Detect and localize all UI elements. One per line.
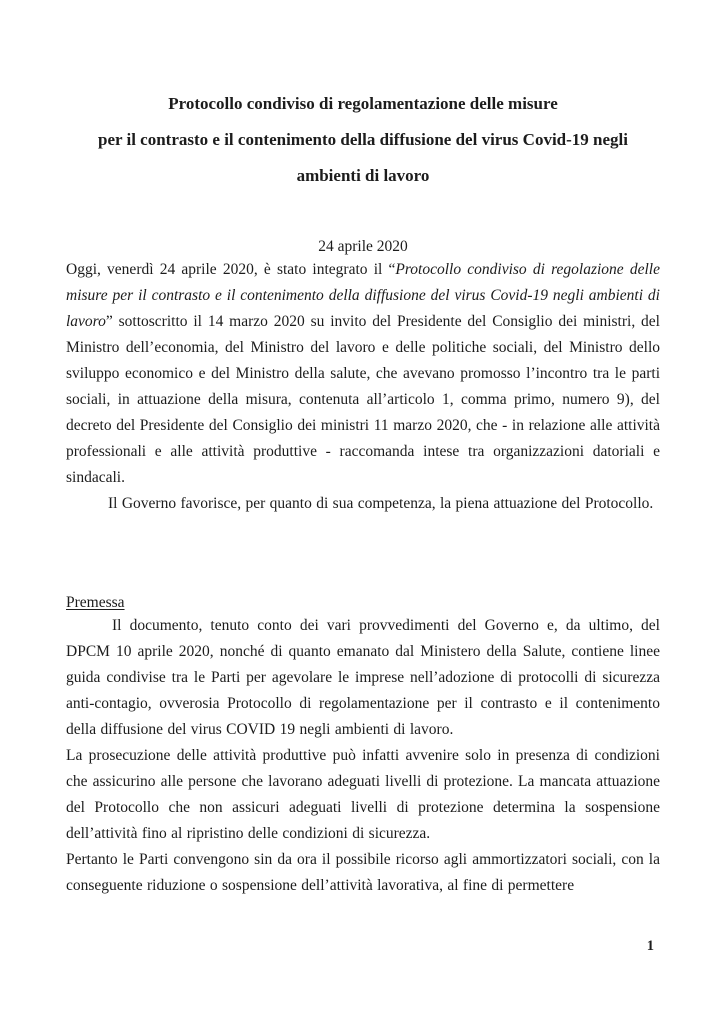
document-overview-paragraph: Il documento, tenuto conto dei vari provvedimenti del Governo e, da ultimo, del DPCM 10 aprile 2020, nonché di quanto emanato dal Ministero della Salute, contiene linee guida condivise tra le Parti per agevolare le imprese nell’adozione di protocolli di sicurezza anti-contagio, ovverosia Protocollo di regolamentazione per il contrasto e il contenimento della diffusione del virus COVID 19 negli ambienti di lavoro. <box>66 617 660 738</box>
document-title-line-2: per il contrasto e il contenimento della diffusione del virus Covid-19 negli <box>98 130 628 149</box>
social-safety-nets-paragraph: Pertanto le Parti convengono sin da ora il possibile ricorso agli ammortizzatori sociali, con la conseguente riduzione o sospensione dell’attività lavorativa, al fine di permettere <box>66 851 660 894</box>
government-paragraph: Il Governo favorisce, per quanto di sua competenza, la piena attuazione del Protocollo. <box>108 495 654 512</box>
intro-paragraph <box>66 257 660 491</box>
document-title-line-3: ambienti di lavoro <box>296 166 430 185</box>
quoted-protocol-title: Protocollo condiviso di regolazione delle misure per il contrasto e il contenimento della diffusione del virus Covid-19 negli ambienti di lavoro <box>66 261 660 330</box>
date-line: 24 aprile 2020 <box>318 238 408 255</box>
document-title <box>66 86 660 194</box>
document-title-line-1: Protocollo condiviso di regolamentazione delle misure <box>168 94 558 113</box>
page-number: 1 <box>646 938 654 954</box>
intro-paragraph-lead: Oggi, venerdì 24 aprile 2020, è stato integrato il “ <box>66 261 396 278</box>
activity-continuation-paragraph: La prosecuzione delle attività produttive può infatti avvenire solo in presenza di condizioni che assicurino alle persone che lavorano adeguati livelli di protezione. La mancata attuazione del Protocollo che non assicuri adeguati livelli di protezione determina la sospensione dell’attività fino al ripristino delle condizioni di sicurezza. <box>66 747 660 842</box>
intro-paragraph-rest: ” sottoscritto il 14 marzo 2020 su invito del Presidente del Consiglio dei ministri, del Ministro dell’economia, del Ministro del lavoro e delle politiche sociali, del Ministro dello sviluppo economico e del Ministro della salute, che avevano promosso l’incontro tra le parti sociali, in attuazione della misura, contenuta all’articolo 1, comma primo, numero 9), del decreto del Presidente del Consiglio dei ministri 11 marzo 2020, che - in relazione alle attività professionali e alle attività produttive - raccomanda intese tra organizzazioni datoriali e sindacali. <box>66 313 660 486</box>
premessa-heading: Premessa <box>66 594 125 611</box>
